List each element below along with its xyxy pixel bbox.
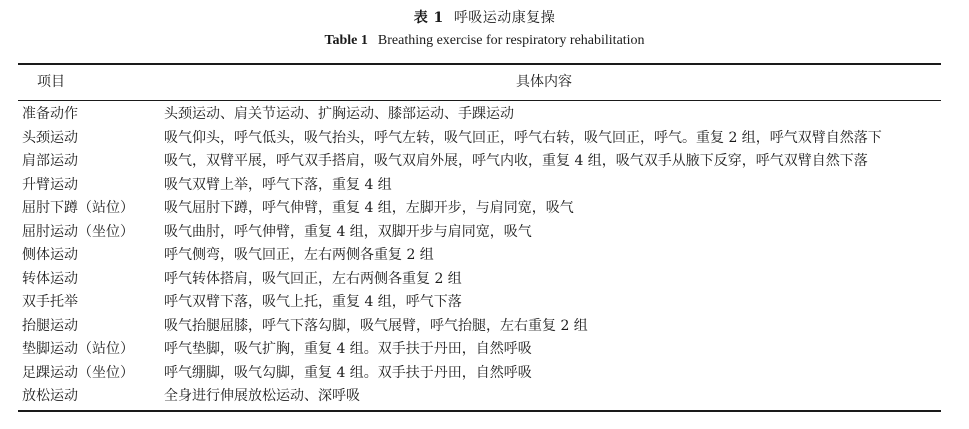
row-item: 升臂运动 [22,176,78,193]
table-bottom-rule [18,410,941,412]
table-row [0,197,969,221]
row-content: 头颈运动、肩关节运动、扩胸运动、膝部运动、手踝运动 [164,106,514,122]
row-item: 准备动作 [22,106,78,122]
row-item: 足踝运动（坐位） [22,364,134,381]
column-header-item: 项目 [37,74,65,90]
row-content: 呼气绷脚，吸气勾脚，重复 4 组。双手扶于丹田，自然呼吸 [164,364,532,381]
table-caption-chinese [0,7,969,27]
row-content: 全身进行伸展放松运动、深呼吸 [164,388,360,404]
row-item: 双手托举 [22,294,78,310]
table-row [0,127,969,151]
table-label-chinese: 表 1 [413,10,444,26]
table-row [0,362,969,386]
table-label-english: Table 1 [324,33,368,48]
table-row [0,268,969,292]
row-content: 吸气双臂上举，呼气下落，重复 4 组 [164,176,392,193]
table-body [0,103,969,409]
table-title-english: Breathing exercise for respiratory rehabilitation [377,33,645,48]
row-content: 呼气侧弯，吸气回正，左右两侧各重复 2 组 [164,247,434,263]
row-content: 呼气双臂下落，吸气上托，重复 4 组，呼气下落 [164,294,462,310]
row-item: 抬腿运动 [22,317,78,334]
column-header-content: 具体内容 [516,74,572,90]
row-content: 吸气，双臂平展，呼气双手搭肩，吸气双肩外展，呼气内收，重复 4 组，吸气双手从腋下反穿，呼气双臂自然下落 [164,153,868,169]
table-row [0,174,969,198]
table-row [0,338,969,362]
row-item: 肩部运动 [22,153,78,169]
table-row [0,150,969,174]
row-item: 垫脚运动（站位） [22,341,134,357]
table-row [0,221,969,245]
row-content: 吸气屈肘下蹲，呼气伸臂，重复 4 组，左脚开步，与肩同宽，吸气 [164,200,574,216]
table-row [0,315,969,339]
table-row [0,103,969,127]
row-item: 放松运动 [22,388,78,404]
row-item: 侧体运动 [22,247,78,263]
row-item: 屈肘运动（坐位） [22,223,134,240]
table-row [0,385,969,409]
table-header-rule [18,100,941,101]
table-row [0,244,969,268]
row-content: 吸气抬腿屈膝，呼气下落勾脚，吸气展臂，呼气抬腿，左右重复 2 组 [164,317,588,334]
table-caption-english [0,33,969,49]
row-content: 吸气仰头，呼气低头，吸气抬头，呼气左转，吸气回正，呼气右转，吸气回正，呼气。重复 2 组，呼气双臂自然落下 [164,129,882,146]
row-item: 头颈运动 [22,129,78,146]
table-top-rule [18,63,941,65]
row-content: 呼气垫脚，吸气扩胸，重复 4 组。双手扶于丹田，自然呼吸 [164,341,532,357]
row-item: 转体运动 [22,270,78,287]
row-content: 呼气转体搭肩，吸气回正，左右两侧各重复 2 组 [164,270,462,287]
row-content: 吸气曲肘，呼气伸臂，重复 4 组，双脚开步与肩同宽，吸气 [164,223,532,240]
row-item: 屈肘下蹲（站位） [22,200,134,216]
table-title-chinese: 呼吸运动康复操 [453,10,556,26]
table-row [0,291,969,315]
